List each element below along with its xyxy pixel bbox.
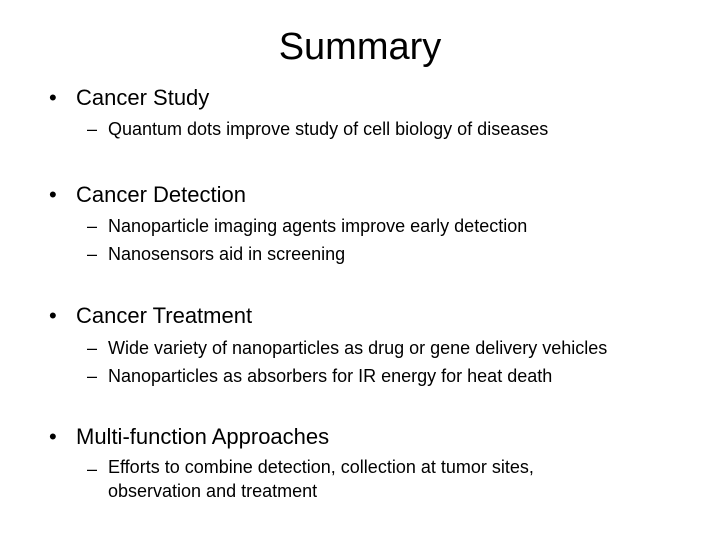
bullet-heading-text: Cancer Treatment bbox=[76, 303, 253, 328]
sub-bullet bbox=[0, 362, 607, 390]
bullet-section-cancer-detection bbox=[0, 181, 527, 268]
bullet-section-cancer-treatment bbox=[0, 302, 607, 390]
bullet-heading-text: Cancer Detection bbox=[76, 182, 246, 207]
bullet-section-multi-function bbox=[0, 423, 608, 503]
sub-bullet bbox=[0, 240, 527, 268]
bullet-heading-text: Cancer Study bbox=[76, 85, 210, 110]
dash-icon: – bbox=[87, 459, 98, 479]
sub-bullet-text: Quantum dots improve study of cell biology of diseases bbox=[108, 119, 549, 139]
bullet-icon: • bbox=[49, 182, 57, 207]
bullet-heading bbox=[0, 181, 527, 209]
sub-bullet bbox=[0, 334, 607, 362]
bullet-heading bbox=[0, 423, 608, 451]
bullet-heading bbox=[0, 302, 607, 330]
dash-icon: – bbox=[87, 216, 98, 236]
dash-icon: – bbox=[87, 119, 98, 139]
sub-bullet bbox=[0, 212, 527, 240]
bullet-heading-text: Multi-function Approaches bbox=[76, 424, 330, 449]
page-title: Summary bbox=[278, 26, 442, 68]
dash-icon: – bbox=[87, 338, 98, 358]
bullet-section-cancer-study bbox=[0, 84, 548, 143]
sub-bullet-text: Efforts to combine detection, collection at tumor sites, observation and treatment bbox=[108, 457, 534, 501]
sub-bullet bbox=[0, 455, 608, 503]
sub-bullet-text: Nanoparticles as absorbers for IR energy for heat death bbox=[108, 366, 553, 386]
bullet-icon: • bbox=[49, 424, 57, 449]
sub-bullet-text: Nanosensors aid in screening bbox=[108, 244, 346, 264]
sub-bullet bbox=[0, 115, 548, 143]
sub-bullet-text: Wide variety of nanoparticles as drug or gene delivery vehicles bbox=[108, 338, 608, 358]
bullet-icon: • bbox=[49, 303, 57, 328]
dash-icon: – bbox=[87, 244, 98, 264]
bullet-heading bbox=[0, 84, 548, 112]
bullet-icon: • bbox=[49, 85, 57, 110]
sub-bullet-text: Nanoparticle imaging agents improve early detection bbox=[108, 216, 528, 236]
dash-icon: – bbox=[87, 366, 98, 386]
